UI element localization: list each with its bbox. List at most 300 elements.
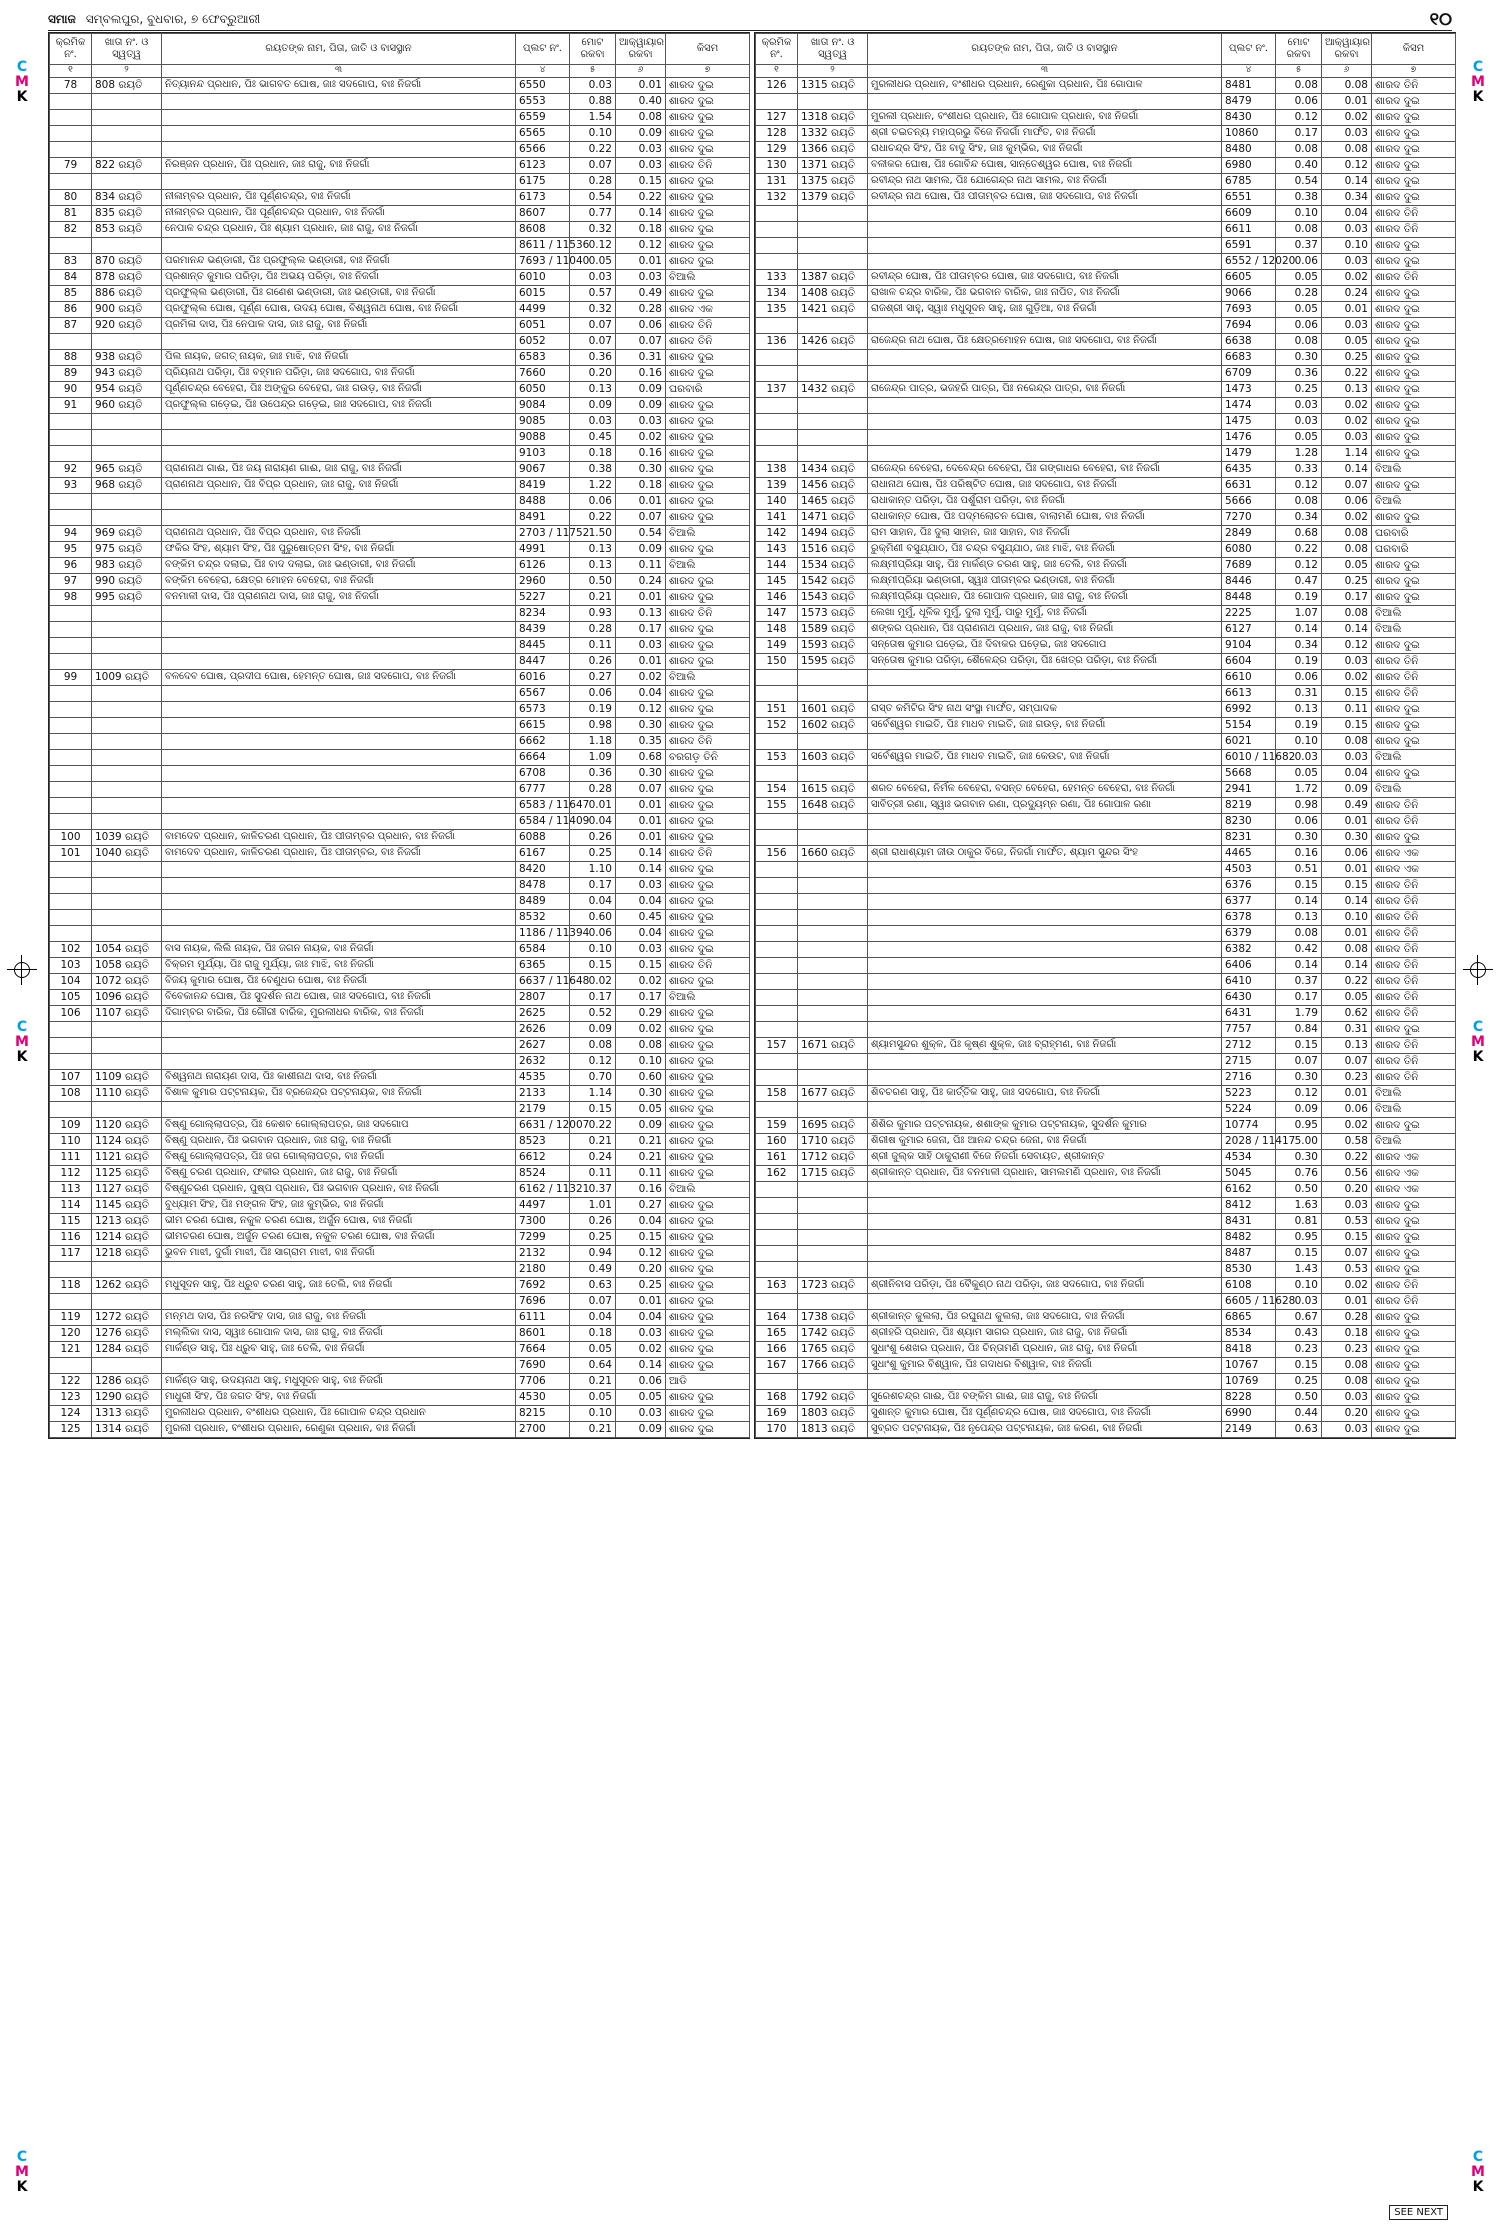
owner-details: ସନ୍ତୋଷ କୁମାର ପରିଡ଼ା, ଶୈଳେନ୍ଦ୍ର ପରିଡ଼ା, ପିଃ ଖେତ୍ର ପରିଡ଼ା, ବାଃ ନିଜର୍ଗା bbox=[868, 654, 1222, 670]
plot-no: 6173 bbox=[516, 190, 570, 206]
serial-no: 88 bbox=[50, 350, 92, 366]
khata-no bbox=[92, 910, 162, 926]
khata-no: 1318 ରୟତି bbox=[798, 110, 868, 126]
acquired-area: 0.30 bbox=[616, 1086, 666, 1102]
land-class: ଶାରଦ ଦୁଇ bbox=[1372, 158, 1456, 174]
khata-no bbox=[798, 1294, 868, 1310]
acquired-area: 0.21 bbox=[616, 1134, 666, 1150]
land-class: ଶାରଦ ଦୁଇ bbox=[666, 1118, 750, 1134]
land-class: ଶାରଦ ତିନି bbox=[666, 334, 750, 350]
plot-no: 7299 bbox=[516, 1230, 570, 1246]
land-class: ବିଆଲି bbox=[1372, 1102, 1456, 1118]
khata-no bbox=[798, 1246, 868, 1262]
plot-no: 2716 bbox=[1222, 1070, 1276, 1086]
acquired-area: 0.01 bbox=[616, 798, 666, 814]
plot-no: 8215 bbox=[516, 1406, 570, 1422]
total-area: 0.07 bbox=[570, 1294, 616, 1310]
serial-no bbox=[756, 766, 798, 782]
serial-no bbox=[50, 1102, 92, 1118]
serial-no: 143 bbox=[756, 542, 798, 558]
khata-no bbox=[798, 734, 868, 750]
acquired-area: 0.02 bbox=[616, 1342, 666, 1358]
khata-no: 1603 ରୟତି bbox=[798, 750, 868, 766]
owner-details bbox=[868, 1374, 1222, 1390]
table-row bbox=[756, 1262, 1456, 1278]
serial-no: 105 bbox=[50, 990, 92, 1006]
acquired-area: 0.02 bbox=[616, 430, 666, 446]
plot-no: 4497 bbox=[516, 1198, 570, 1214]
land-class: ଶାରଦ ଦୁଇ bbox=[666, 1166, 750, 1182]
acquired-area: 0.16 bbox=[616, 366, 666, 382]
land-class: ଶାରଦ ଦୁଇ bbox=[666, 414, 750, 430]
total-area: 0.08 bbox=[570, 1038, 616, 1054]
table-row bbox=[756, 494, 1456, 510]
plot-no: 6551 bbox=[1222, 190, 1276, 206]
acquired-area: 0.09 bbox=[616, 542, 666, 558]
land-class: ଶାରଦ ଦୁଇ bbox=[666, 478, 750, 494]
khata-no bbox=[798, 862, 868, 878]
total-area: 0.10 bbox=[1276, 734, 1322, 750]
serial-no: 122 bbox=[50, 1374, 92, 1390]
serial-no: 116 bbox=[50, 1230, 92, 1246]
land-class: ବିଆଲି bbox=[1372, 494, 1456, 510]
cmyk-mark-3: C M K bbox=[15, 2149, 29, 2195]
land-class: ଶାରଦ ଦୁଇ bbox=[1372, 1326, 1456, 1342]
column-header: କ୍ରମିକ ନଂ. bbox=[756, 34, 798, 65]
plot-no: 2632 bbox=[516, 1054, 570, 1070]
khata-no: 1765 ରୟତି bbox=[798, 1342, 868, 1358]
table-row bbox=[756, 366, 1456, 382]
table-row bbox=[756, 782, 1456, 798]
owner-details: ରାସ୍ତ କମିଟିର ସିଂହ ନାଥ ସଂସ୍ଥା ମାର୍ଫତ, ସମ୍ପାଦକ bbox=[868, 702, 1222, 718]
table-row bbox=[50, 414, 750, 430]
serial-no: 102 bbox=[50, 942, 92, 958]
acquired-area: 0.07 bbox=[616, 510, 666, 526]
total-area: 0.60 bbox=[570, 910, 616, 926]
total-area: 0.16 bbox=[1276, 846, 1322, 862]
total-area: 1.50 bbox=[570, 526, 616, 542]
serial-no: 144 bbox=[756, 558, 798, 574]
land-class: ଶାରଦ ଦୁଇ bbox=[1372, 702, 1456, 718]
khata-no: 1058 ରୟତି bbox=[92, 958, 162, 974]
plot-no: 8481 bbox=[1222, 78, 1276, 94]
total-area: 0.05 bbox=[1276, 766, 1322, 782]
plot-no: 1186 / 11394 bbox=[516, 926, 570, 942]
table-row bbox=[50, 830, 750, 846]
table-row bbox=[756, 478, 1456, 494]
column-header: ରୟତଙ୍କ ନାମ, ପିତା, ଜାତି ଓ ବାସସ୍ଥାନ bbox=[868, 34, 1222, 65]
serial-no: 159 bbox=[756, 1118, 798, 1134]
total-area: 5.00 bbox=[1276, 1134, 1322, 1150]
total-area: 0.37 bbox=[570, 1182, 616, 1198]
serial-no: 84 bbox=[50, 270, 92, 286]
khata-no bbox=[92, 686, 162, 702]
plot-no: 6431 bbox=[1222, 1006, 1276, 1022]
plot-no: 6127 bbox=[1222, 622, 1276, 638]
plot-no: 8482 bbox=[1222, 1230, 1276, 1246]
acquired-area: 0.13 bbox=[616, 606, 666, 622]
land-class: ଶାରଦ ଦୁଇ bbox=[1372, 254, 1456, 270]
land-class: ଶାରଦ ତିନି bbox=[1372, 1278, 1456, 1294]
owner-details bbox=[162, 1262, 516, 1278]
acquired-area: 0.31 bbox=[616, 350, 666, 366]
owner-details: ମଲ୍ଲିକା ଦାସ, ସ୍ୱାଃ ଗୋପାଳ ଦାସ, ଜାଃ ରାଜୁ, ବାଃ ନିଜର୍ଗା bbox=[162, 1326, 516, 1342]
serial-no: 91 bbox=[50, 398, 92, 414]
land-class: ଶାରଦ ଦୁଇ bbox=[666, 1070, 750, 1086]
owner-details: ଶ୍ରୀହରି ପ୍ରଧାନ, ପିଃ ଶ୍ୟାମ ସାଗର ପ୍ରଧାନ, ଜାଃ ରାଜୁ, ବାଃ ନିଜର୍ଗା bbox=[868, 1326, 1222, 1342]
table-row bbox=[50, 142, 750, 158]
table-row bbox=[756, 798, 1456, 814]
total-area: 0.36 bbox=[1276, 366, 1322, 382]
land-class: ଶାରଦ ଦୁଇ bbox=[1372, 1230, 1456, 1246]
table-row bbox=[50, 318, 750, 334]
total-area: 0.09 bbox=[1276, 1102, 1322, 1118]
table-row bbox=[756, 302, 1456, 318]
khata-no bbox=[798, 942, 868, 958]
khata-no bbox=[798, 350, 868, 366]
khata-no: 1375 ରୟତି bbox=[798, 174, 868, 190]
khata-no bbox=[798, 894, 868, 910]
plot-no: 10860 bbox=[1222, 126, 1276, 142]
khata-no: 995 ରୟତି bbox=[92, 590, 162, 606]
table-row bbox=[50, 654, 750, 670]
land-class: ବିଆଲି bbox=[1372, 750, 1456, 766]
land-class: ଶାରଦ ଦୁଇ bbox=[666, 1278, 750, 1294]
total-area: 0.23 bbox=[1276, 1342, 1322, 1358]
owner-details: ସର୍ବେଶ୍ୱର ମାଇତି, ପିଃ ମାଧବ ମାଇତି, ଜାଃ କେଉଟ, ବାଃ ନିଜର୍ଗା bbox=[868, 750, 1222, 766]
total-area: 0.37 bbox=[1276, 974, 1322, 990]
acquired-area: 0.30 bbox=[616, 462, 666, 478]
table-row bbox=[50, 782, 750, 798]
acquired-area: 0.30 bbox=[616, 718, 666, 734]
acquired-area: 0.25 bbox=[1322, 350, 1372, 366]
serial-no bbox=[50, 622, 92, 638]
land-class: ଶାରଦ ଦୁଇ bbox=[1372, 1022, 1456, 1038]
khata-no: 960 ରୟତି bbox=[92, 398, 162, 414]
owner-details: ନେପାଳ ଚନ୍ଦ୍ର ପ୍ରଧାନ, ପିଃ ଶ୍ୟାମ ପ୍ରଧାନ, ଜାଃ ରାଜୁ, ବାଃ ନିଜର୍ଗା bbox=[162, 222, 516, 238]
land-class: ଶାରଦ ତିନି bbox=[1372, 878, 1456, 894]
owner-details bbox=[162, 686, 516, 702]
serial-no bbox=[50, 766, 92, 782]
owner-details: ରାଧାକାନ୍ତ ଘୋଷ, ପିଃ ପଦ୍ମଲୋଚନ ଘୋଷ, ବାଲାମଣି ଘୋଷ, ବାଃ ନିଜର୍ଗା bbox=[868, 510, 1222, 526]
total-area: 1.63 bbox=[1276, 1198, 1322, 1214]
acquired-area: 0.28 bbox=[616, 302, 666, 318]
owner-details bbox=[868, 398, 1222, 414]
serial-no: 137 bbox=[756, 382, 798, 398]
plot-no: 6583 bbox=[516, 350, 570, 366]
serial-no bbox=[756, 446, 798, 462]
serial-no bbox=[50, 910, 92, 926]
serial-no: 148 bbox=[756, 622, 798, 638]
owner-details bbox=[162, 110, 516, 126]
land-class: ଶାରଦ ଦୁଇ bbox=[666, 462, 750, 478]
land-class: ଶାରଦ ଦୁଇ bbox=[666, 446, 750, 462]
acquired-area: 0.01 bbox=[616, 814, 666, 830]
total-area: 0.08 bbox=[1276, 78, 1322, 94]
total-area: 0.25 bbox=[1276, 1374, 1322, 1390]
acquired-area: 0.03 bbox=[1322, 1390, 1372, 1406]
acquired-area: 0.08 bbox=[1322, 78, 1372, 94]
khata-no bbox=[798, 430, 868, 446]
total-area: 0.64 bbox=[570, 1358, 616, 1374]
khata-no: 1543 ରୟତି bbox=[798, 590, 868, 606]
owner-details: ରାମ ସାହାନ, ପିଃ ଦୁଲା ସାହାନ, ଜାଃ ସାହାନ, ବାଃ ନିଜର୍ଗା bbox=[868, 526, 1222, 542]
total-area: 0.13 bbox=[570, 558, 616, 574]
table-row bbox=[756, 590, 1456, 606]
serial-no bbox=[756, 1102, 798, 1118]
serial-no: 99 bbox=[50, 670, 92, 686]
column-header: ପ୍ଲଟ ନଂ. bbox=[516, 34, 570, 65]
plot-no: 6015 bbox=[516, 286, 570, 302]
total-area: 0.31 bbox=[1276, 686, 1322, 702]
owner-details: ବିବେକାନନ୍ଦ ଘୋଷ, ପିଃ ସୁଦର୍ଶନ ନାଥ ଘୋଷ, ଜାଃ ସଦଗୋପ, ବାଃ ନିଜର୍ଗା bbox=[162, 990, 516, 1006]
owner-details: ପ୍ରାଣନାଥ ଗାଈ, ପିଃ ଜୟ ନାରାୟଣ ଗାଈ, ଜାଃ ରାଜୁ, ବାଃ ନିଜର୍ଗା bbox=[162, 462, 516, 478]
plot-no: 6584 bbox=[516, 942, 570, 958]
acquired-area: 0.23 bbox=[1322, 1342, 1372, 1358]
table-row bbox=[50, 1422, 750, 1438]
column-header: ପ୍ଲଟ ନଂ. bbox=[1222, 34, 1276, 65]
owner-details: ଶ୍ରୀ ରାଧାଶ୍ୟାମ ଜୀଉ ଠାକୁର ବିଜେ, ନିଜର୍ଗା ମାର୍ଫତ, ଶ୍ୟାମ ସୁନ୍ଦର ସିଂହ bbox=[868, 846, 1222, 862]
khata-no: 1313 ରୟତି bbox=[92, 1406, 162, 1422]
plot-no: 6430 bbox=[1222, 990, 1276, 1006]
table-row bbox=[50, 1054, 750, 1070]
table-row bbox=[50, 526, 750, 542]
khata-no bbox=[798, 1214, 868, 1230]
total-area: 0.22 bbox=[570, 142, 616, 158]
owner-details bbox=[868, 1182, 1222, 1198]
acquired-area: 0.40 bbox=[616, 94, 666, 110]
serial-no: 120 bbox=[50, 1326, 92, 1342]
serial-no: 170 bbox=[756, 1422, 798, 1438]
serial-no bbox=[756, 670, 798, 686]
serial-no: 156 bbox=[756, 846, 798, 862]
acquired-area: 0.03 bbox=[1322, 318, 1372, 334]
serial-no: 86 bbox=[50, 302, 92, 318]
column-number: ୪ bbox=[516, 65, 570, 78]
owner-details: ଲକ୍ଷ୍ମୀପ୍ରିୟା ସାହୁ, ପିଃ ମାର୍କଣ୍ଡ ଚରଣ ସାହୁ, ଜାଃ ତେଲି, ବାଃ ନିଜର୍ଗା bbox=[868, 558, 1222, 574]
land-class: ଶାରଦ ତିନି bbox=[666, 318, 750, 334]
acquired-area: 0.22 bbox=[616, 190, 666, 206]
khata-no: 1792 ରୟତି bbox=[798, 1390, 868, 1406]
serial-no: 132 bbox=[756, 190, 798, 206]
land-class: ଶାରଦ ତିନି bbox=[666, 958, 750, 974]
right-table-column bbox=[754, 32, 1456, 1439]
owner-details bbox=[868, 926, 1222, 942]
acquired-area: 0.25 bbox=[1322, 574, 1372, 590]
owner-details: ବିଷ୍ଣୁଚରଣ ପ୍ରଧାନ, ପୁଷ୍ପ ପ୍ରଧାନ, ପିଃ ଭଗବାନ ପ୍ରଧାନ, ବାଃ ନିଜର୍ଗା bbox=[162, 1182, 516, 1198]
serial-no bbox=[50, 1358, 92, 1374]
serial-no: 85 bbox=[50, 286, 92, 302]
acquired-area: 0.14 bbox=[1322, 894, 1372, 910]
serial-no bbox=[756, 926, 798, 942]
owner-details: ମୁରଲୀ ପ୍ରଧାନ, ବଂଶୀଧର ପ୍ରଧାନ, ପିଃ ଗୋପାଳ ପ୍ରଧାନ, ବାଃ ନିଜର୍ଗା bbox=[868, 110, 1222, 126]
plot-no: 6406 bbox=[1222, 958, 1276, 974]
serial-no bbox=[50, 1022, 92, 1038]
serial-no bbox=[756, 1230, 798, 1246]
owner-details bbox=[162, 766, 516, 782]
total-area: 0.30 bbox=[1276, 830, 1322, 846]
table-row bbox=[50, 926, 750, 942]
total-area: 0.05 bbox=[1276, 302, 1322, 318]
plot-no: 7660 bbox=[516, 366, 570, 382]
khata-no bbox=[92, 654, 162, 670]
total-area: 0.12 bbox=[1276, 478, 1322, 494]
owner-details: ଦିଗାମ୍ବର ବାରିକ, ପିଃ ଗୌରୀ ବାରିକ, ମୁରଲୀଧର ବାରିକ, ବାଃ ନିଜର୍ଗା bbox=[162, 1006, 516, 1022]
column-number: ୭ bbox=[666, 65, 750, 78]
table-row bbox=[50, 1070, 750, 1086]
land-class: ବିଆଲି bbox=[1372, 622, 1456, 638]
plot-no: 6080 bbox=[1222, 542, 1276, 558]
khata-no: 1803 ରୟତି bbox=[798, 1406, 868, 1422]
acquired-area: 0.06 bbox=[616, 1374, 666, 1390]
table-row bbox=[50, 206, 750, 222]
serial-no bbox=[50, 238, 92, 254]
total-area: 0.27 bbox=[570, 670, 616, 686]
table-row bbox=[50, 270, 750, 286]
land-class: ଶାରଦ ଦୁଇ bbox=[1372, 1342, 1456, 1358]
land-class: ବରଗଡ଼ ତିନି bbox=[666, 750, 750, 766]
owner-details bbox=[868, 1006, 1222, 1022]
plot-no: 7300 bbox=[516, 1214, 570, 1230]
total-area: 0.09 bbox=[570, 1022, 616, 1038]
khata-no bbox=[798, 814, 868, 830]
land-class: ଶାରଦ ଦୁଇ bbox=[666, 1294, 750, 1310]
serial-no bbox=[50, 814, 92, 830]
owner-details bbox=[868, 910, 1222, 926]
table-row bbox=[50, 1006, 750, 1022]
land-class: ଶାରଦ ଦୁଇ bbox=[1372, 478, 1456, 494]
land-class: ଶାରଦ ଦୁଇ bbox=[666, 942, 750, 958]
owner-details: ମୁରଲୀ ପ୍ରଧାନ, ବଂଶୀଧର ପ୍ରଧାନ, ରେଣୁକା ପ୍ରଧାନ, ବାଃ ନିଜର୍ଗା bbox=[162, 1422, 516, 1438]
owner-details: ବିଷ୍ଣୁ ଗୋଲ୍ଲାପତ୍ର, ପିଃ କେଶବ ଗୋଲ୍ଲାପତ୍ର, ଜାଃ ସଦଗୋପ bbox=[162, 1118, 516, 1134]
land-class: ଶାରଦ ଏକ bbox=[1372, 862, 1456, 878]
column-number: ୩ bbox=[162, 65, 516, 78]
table-row bbox=[756, 638, 1456, 654]
table-row bbox=[756, 270, 1456, 286]
acquired-area: 0.01 bbox=[1322, 926, 1372, 942]
acquired-area: 0.07 bbox=[1322, 1246, 1372, 1262]
total-area: 0.12 bbox=[570, 1054, 616, 1070]
owner-details bbox=[868, 446, 1222, 462]
acquired-area: 0.03 bbox=[1322, 430, 1372, 446]
plot-no: 2028 / 11417 bbox=[1222, 1134, 1276, 1150]
table-row bbox=[50, 590, 750, 606]
land-class: ଶାରଦ ଦୁଇ bbox=[666, 206, 750, 222]
acquired-area: 0.16 bbox=[616, 1182, 666, 1198]
khata-no: 1648 ରୟତି bbox=[798, 798, 868, 814]
plot-no: 2715 bbox=[1222, 1054, 1276, 1070]
total-area: 0.17 bbox=[570, 990, 616, 1006]
land-class: ଶାରଦ ଦୁଇ bbox=[1372, 574, 1456, 590]
table-row bbox=[756, 830, 1456, 846]
acquired-area: 0.03 bbox=[1322, 750, 1372, 766]
land-class: ବିଆଲି bbox=[1372, 1134, 1456, 1150]
land-class: ଶାରଦ ତିନି bbox=[1372, 798, 1456, 814]
land-class: ବିଆଲି bbox=[1372, 606, 1456, 622]
owner-details: ଶ୍ୟାମସୁନ୍ଦର ଶୁକ୍ଳ, ପିଃ କୃଷ୍ଣ ଶୁକ୍ଳ, ଜାଃ ବ୍ରାହ୍ମଣ, ବାଃ ନିଜର୍ଗା bbox=[868, 1038, 1222, 1054]
owner-details bbox=[162, 238, 516, 254]
acquired-area: 0.03 bbox=[616, 270, 666, 286]
serial-no bbox=[50, 1294, 92, 1310]
acquired-area: 0.49 bbox=[616, 286, 666, 302]
table-row bbox=[756, 670, 1456, 686]
acquired-area: 0.01 bbox=[616, 654, 666, 670]
acquired-area: 0.01 bbox=[616, 494, 666, 510]
table-row bbox=[50, 1166, 750, 1182]
acquired-area: 0.02 bbox=[1322, 414, 1372, 430]
land-class: ଶାରଦ ଦୁଇ bbox=[1372, 174, 1456, 190]
total-area: 0.14 bbox=[1276, 958, 1322, 974]
khata-no bbox=[92, 702, 162, 718]
plot-no: 6088 bbox=[516, 830, 570, 846]
plot-no: 9103 bbox=[516, 446, 570, 462]
table-row bbox=[50, 174, 750, 190]
acquired-area: 0.15 bbox=[616, 1230, 666, 1246]
serial-no: 92 bbox=[50, 462, 92, 478]
plot-no: 8480 bbox=[1222, 142, 1276, 158]
land-class: ଶାରଦ ଦୁଇ bbox=[1372, 590, 1456, 606]
total-area: 0.30 bbox=[1276, 1150, 1322, 1166]
table-row bbox=[50, 1150, 750, 1166]
serial-no: 129 bbox=[756, 142, 798, 158]
plot-no: 4499 bbox=[516, 302, 570, 318]
total-area: 0.03 bbox=[1276, 398, 1322, 414]
column-number: ୭ bbox=[1372, 65, 1456, 78]
khata-no: 943 ରୟତି bbox=[92, 366, 162, 382]
total-area: 0.40 bbox=[1276, 158, 1322, 174]
land-class: ଶାରଦ ଦୁଇ bbox=[666, 590, 750, 606]
plot-no: 1479 bbox=[1222, 446, 1276, 462]
serial-no: 123 bbox=[50, 1390, 92, 1406]
owner-details bbox=[868, 1262, 1222, 1278]
owner-details bbox=[162, 414, 516, 430]
khata-no bbox=[92, 814, 162, 830]
column-header: କ୍ରମିକ ନଂ. bbox=[50, 34, 92, 65]
owner-details: ରବୀନ୍ଦ୍ର ନାଥ ଘୋଷ, ପିଃ ପୀତାମ୍ବର ଘୋଷ, ଜାଃ ସଦଗୋପ, ବାଃ ନିଜର୍ଗା bbox=[868, 190, 1222, 206]
total-area: 0.04 bbox=[570, 1310, 616, 1326]
owner-details: ଭୀମ ଚରଣ ଘୋଷ, ନକୁଳ ଚରଣ ଘୋଷ, ଅର୍ଜୁନ ଘୋଷ, ବାଃ ନିଜର୍ଗା bbox=[162, 1214, 516, 1230]
table-row bbox=[50, 1262, 750, 1278]
acquired-area: 0.01 bbox=[616, 830, 666, 846]
table-row bbox=[756, 958, 1456, 974]
owner-details: ବଳଦେବ ଘୋଷ, ପ୍ରଦୀପ ଘୋଷ, ହେମନ୍ତ ଘୋଷ, ଜାଃ ସଦଗୋପ, ବାଃ ନିଜର୍ଗା bbox=[162, 670, 516, 686]
owner-details bbox=[868, 1230, 1222, 1246]
owner-details: ବିଶାଳ କୁମାର ପଟ୍ଟନାୟକ, ପିଃ ବ୍ରଜେନ୍ଦ୍ର ପଟ୍ଟନାୟକ, ବାଃ ନିଜର୍ଗା bbox=[162, 1086, 516, 1102]
land-table-left bbox=[49, 33, 750, 1438]
acquired-area: 0.24 bbox=[1322, 286, 1372, 302]
serial-no: 94 bbox=[50, 526, 92, 542]
land-class: ଶାରଦ ଦୁଇ bbox=[666, 494, 750, 510]
land-class: ଶାରଦ ଦୁଇ bbox=[666, 1230, 750, 1246]
table-row bbox=[756, 1022, 1456, 1038]
land-class: ଶାରଦ ଦୁଇ bbox=[666, 974, 750, 990]
khata-no bbox=[798, 878, 868, 894]
khata-no bbox=[798, 1262, 868, 1278]
land-class: ଶାରଦ ଦୁଇ bbox=[666, 1390, 750, 1406]
plot-no: 6613 bbox=[1222, 686, 1276, 702]
land-class: ଶାରଦ ଦୁଇ bbox=[666, 1054, 750, 1070]
table-row bbox=[50, 1278, 750, 1294]
owner-details bbox=[162, 1038, 516, 1054]
acquired-area: 0.02 bbox=[1322, 110, 1372, 126]
land-class: ଶାରଦ ଦୁଇ bbox=[666, 1086, 750, 1102]
table-row bbox=[50, 862, 750, 878]
land-class: ଶାରଦ ଦୁଇ bbox=[666, 286, 750, 302]
total-area: 0.03 bbox=[570, 78, 616, 94]
table-row bbox=[756, 398, 1456, 414]
owner-details bbox=[162, 510, 516, 526]
owner-details: ସର୍ବେଶ୍ୱର ମାଇତି, ପିଃ ମାଧବ ମାଇତି, ଜାଃ ଗଉଡ଼, ବାଃ ନିଜର୍ଗା bbox=[868, 718, 1222, 734]
